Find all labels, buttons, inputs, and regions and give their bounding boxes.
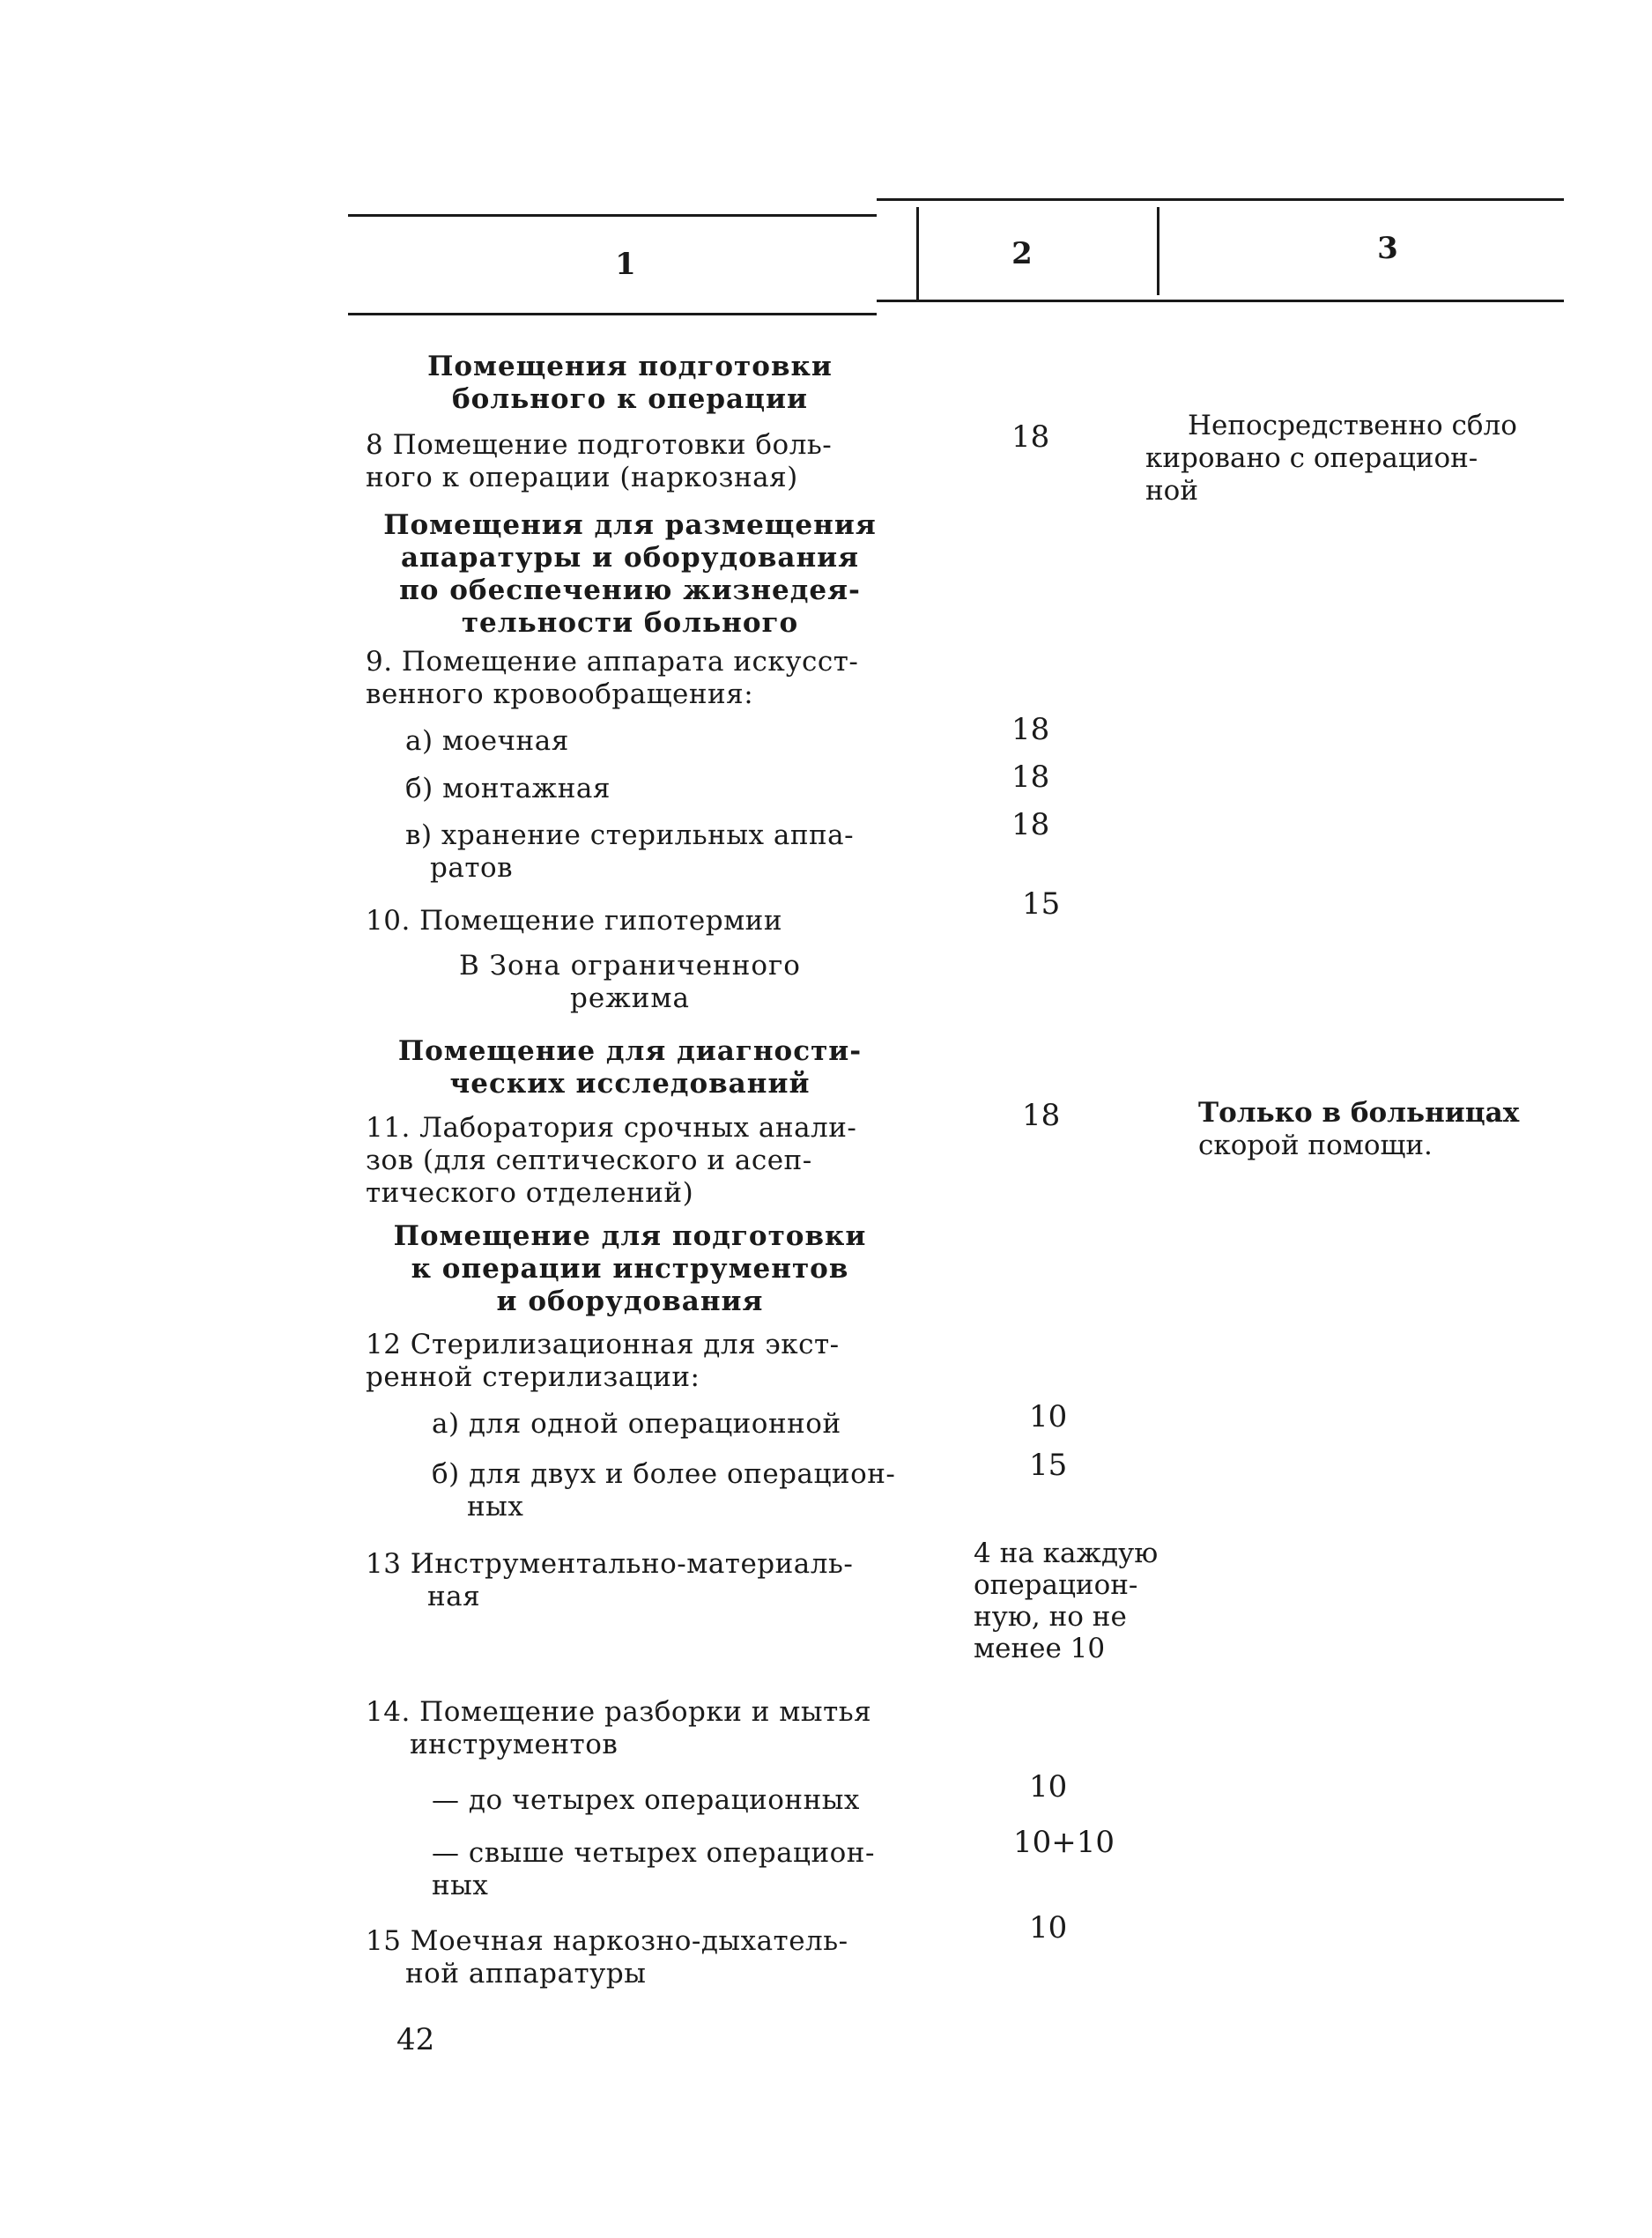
header-top-rule-left: [348, 214, 877, 217]
row-15-text: 15 Моечная наркозно-дыхатель- ной аппаратуры: [366, 1925, 848, 1990]
header-col2: 2: [1011, 236, 1033, 271]
header-top-rule-right: [877, 198, 1564, 201]
row-12-text: 12 Стерилизационная для экст- ренной стерилизации:: [366, 1329, 840, 1393]
row-14a-value: 10: [1029, 1769, 1068, 1804]
row-11-value: 18: [1022, 1098, 1061, 1133]
section-title-diagnostics: Помещение для диагности- ческих исследований: [397, 1035, 863, 1100]
page-number: 42: [396, 2022, 435, 2057]
row-13-text: 13 Инструментально-материаль- ная: [366, 1548, 854, 1612]
row-8-note: Непосредственно сбло кировано с операцион- ной: [1145, 410, 1517, 507]
row-14b-value: 10+10: [1013, 1825, 1115, 1860]
row-9a-value: 18: [1011, 712, 1050, 747]
row-14b-text: — свыше четырех операцион- ных: [432, 1837, 875, 1901]
row-9b-value: 18: [1011, 760, 1050, 795]
row-11-text: 11. Лаборатория срочных анали- зов (для септического и асеп- тического отделений): [366, 1112, 857, 1209]
section-title-instrument-prep: Помещение для подготовки к операции инструментов и оборудования: [393, 1220, 867, 1317]
header-bottom-rule-left: [348, 313, 877, 315]
row-14-text: 14. Помещение разборки и мытья инструментов: [366, 1696, 872, 1760]
row-12a-text: а) для одной операционной: [432, 1408, 841, 1440]
row-12b-text: б) для двух и более операцион- ных: [432, 1458, 896, 1523]
section-title-equipment: Помещения для размещения апаратуры и оборудования по обеспечению жизнедея- тельности больного: [383, 509, 877, 639]
row-9a-text: а) моечная: [405, 725, 569, 757]
header-divider-1: [916, 207, 919, 300]
row-14a-text: — до четырех операционных: [432, 1784, 860, 1816]
row-15-value: 10: [1029, 1910, 1068, 1945]
section-title-restricted-zone: В Зона ограниченного режима: [459, 950, 801, 1014]
row-9b-text: б) монтажная: [405, 773, 611, 804]
row-8-text: 8 Помещение подготовки боль- ного к операции (наркозная): [366, 429, 833, 493]
row-9c-value: 18: [1011, 807, 1050, 842]
row-10-value: 15: [1022, 886, 1061, 922]
row-12a-value: 10: [1029, 1399, 1068, 1434]
row-13-value: 4 на каждую операцион- ную, но не менее 10: [974, 1538, 1159, 1664]
row-12b-value: 15: [1029, 1448, 1068, 1483]
header-bottom-rule-right: [877, 300, 1564, 302]
row-9c-text: в) хранение стерильных аппа- ратов: [405, 819, 855, 884]
header-col1: 1: [615, 247, 636, 282]
row-8-value: 18: [1011, 419, 1050, 455]
row-11-note: Только в больницах скорой помощи.: [1198, 1097, 1520, 1161]
header-divider-2: [1157, 207, 1159, 295]
section-title-patient-prep: Помещения подготовки больного к операции: [427, 351, 833, 415]
row-9-text: 9. Помещение аппарата искусст- венного кровообращения:: [366, 646, 859, 710]
header-col3: 3: [1377, 231, 1398, 266]
row-10-text: 10. Помещение гипотермии: [366, 905, 783, 937]
